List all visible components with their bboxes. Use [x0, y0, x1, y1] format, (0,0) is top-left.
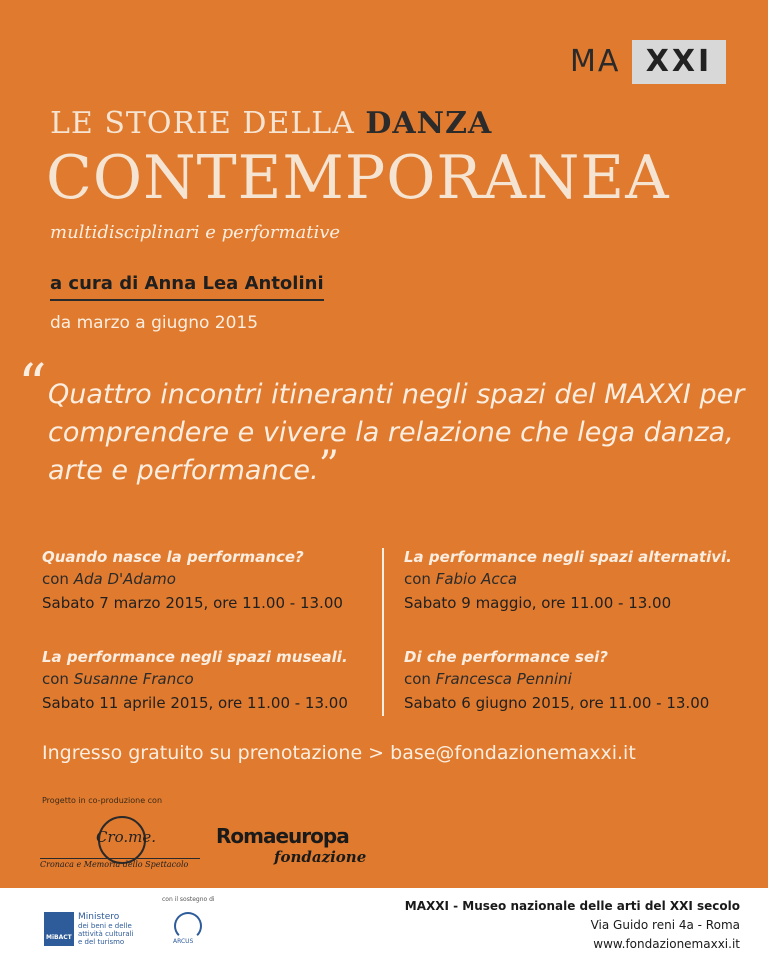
quote: [48, 376, 748, 490]
event-item: [42, 546, 372, 646]
coproduction-label: Progetto in co-produzione con: [42, 796, 163, 805]
event-speaker-line: [42, 568, 372, 590]
quote-text: Quattro incontri itineranti negli spazi del MAXXI per comprendere e vivere la relazione che lega danza, arte e performance.: [48, 379, 745, 486]
maxxi-logo: [566, 40, 726, 84]
title-line-1-plain: LE STORIE DELLA: [50, 106, 366, 141]
mibact-text: [78, 912, 134, 946]
event-speaker-line: [404, 668, 734, 690]
event-with-prefix: con: [404, 670, 436, 688]
curator: a cura di Anna Lea Antolini: [50, 273, 324, 301]
event-item: [404, 546, 734, 646]
romaeuropa-logo: [216, 824, 366, 874]
column-divider: [382, 548, 384, 716]
mibact-line-1: Ministero: [78, 912, 120, 922]
event-date: Sabato 9 maggio, ore 11.00 - 13.00: [404, 594, 672, 612]
event-speaker-line: [42, 668, 372, 690]
crome-name: Cro.me.: [96, 828, 157, 846]
logo-text-left: MA: [570, 44, 621, 79]
museum-address: Via Guido reni 4a - Roma: [590, 918, 740, 932]
crome-rule: [40, 858, 200, 859]
mibact-line-4: e del turismo: [78, 938, 125, 946]
event-date: Sabato 11 aprile 2015, ore 11.00 - 13.00: [42, 694, 348, 712]
event-item: [404, 646, 734, 746]
crome-logo: [40, 812, 210, 872]
event-item: [42, 646, 372, 746]
event-speaker: Ada D'Adamo: [73, 570, 176, 588]
event-speaker: Francesca Pennini: [435, 670, 572, 688]
event-title: Quando nasce la performance?: [42, 548, 304, 566]
event-with-prefix: con: [42, 670, 74, 688]
mibact-line-3: attività culturali: [78, 930, 134, 938]
arcus-logo: [170, 912, 204, 946]
museum-info: [405, 897, 740, 954]
date-range: da marzo a giugno 2015: [50, 313, 259, 333]
event-date: Sabato 6 giugno 2015, ore 11.00 - 13.00: [404, 694, 710, 712]
event-speaker: Susanne Franco: [73, 670, 194, 688]
event-speaker-line: [404, 568, 734, 590]
event-speaker: Fabio Acca: [435, 570, 518, 588]
support-label: con il sostegno di: [162, 896, 215, 903]
title-line-2: CONTEMPORANEA: [46, 143, 670, 213]
mibact-mark-icon: [44, 912, 74, 946]
events-column-right: [404, 546, 734, 746]
title-line-1-accent: DANZA: [365, 106, 493, 141]
quote-close-mark: ”: [318, 443, 340, 489]
event-title: La performance negli spazi alternativi.: [404, 548, 732, 566]
museum-name: MAXXI - Museo nazionale delle arti del XXI secolo: [404, 899, 740, 913]
mibact-logo: [44, 912, 154, 948]
booking-info: Ingresso gratuito su prenotazione > base@fondazionemaxxi.it: [42, 742, 636, 764]
subtitle: multidisciplinari e performative: [50, 222, 341, 243]
mibact-line-2: dei beni e delle: [78, 922, 132, 930]
event-with-prefix: con: [42, 570, 74, 588]
events-column-left: [42, 546, 372, 746]
crome-subtitle: Cronaca e Memoria dello Spettacolo: [40, 860, 189, 869]
title-line-1: [50, 106, 492, 141]
mibact-label: MiBACT: [46, 934, 72, 941]
event-title: Di che performance sei?: [404, 648, 608, 666]
museum-website[interactable]: www.fondazionemaxxi.it: [593, 937, 740, 951]
event-date: Sabato 7 marzo 2015, ore 11.00 - 13.00: [42, 594, 343, 612]
romaeuropa-name: Romaeuropa: [216, 824, 349, 848]
event-title: La performance negli spazi museali.: [42, 648, 348, 666]
logo-text-right: XXI: [632, 40, 726, 84]
quote-open-mark: “: [18, 353, 47, 418]
event-with-prefix: con: [404, 570, 436, 588]
arcus-label: ARCUS: [173, 938, 194, 945]
arcus-arc-icon: [174, 912, 202, 940]
romaeuropa-subtitle: fondazione: [274, 848, 367, 866]
